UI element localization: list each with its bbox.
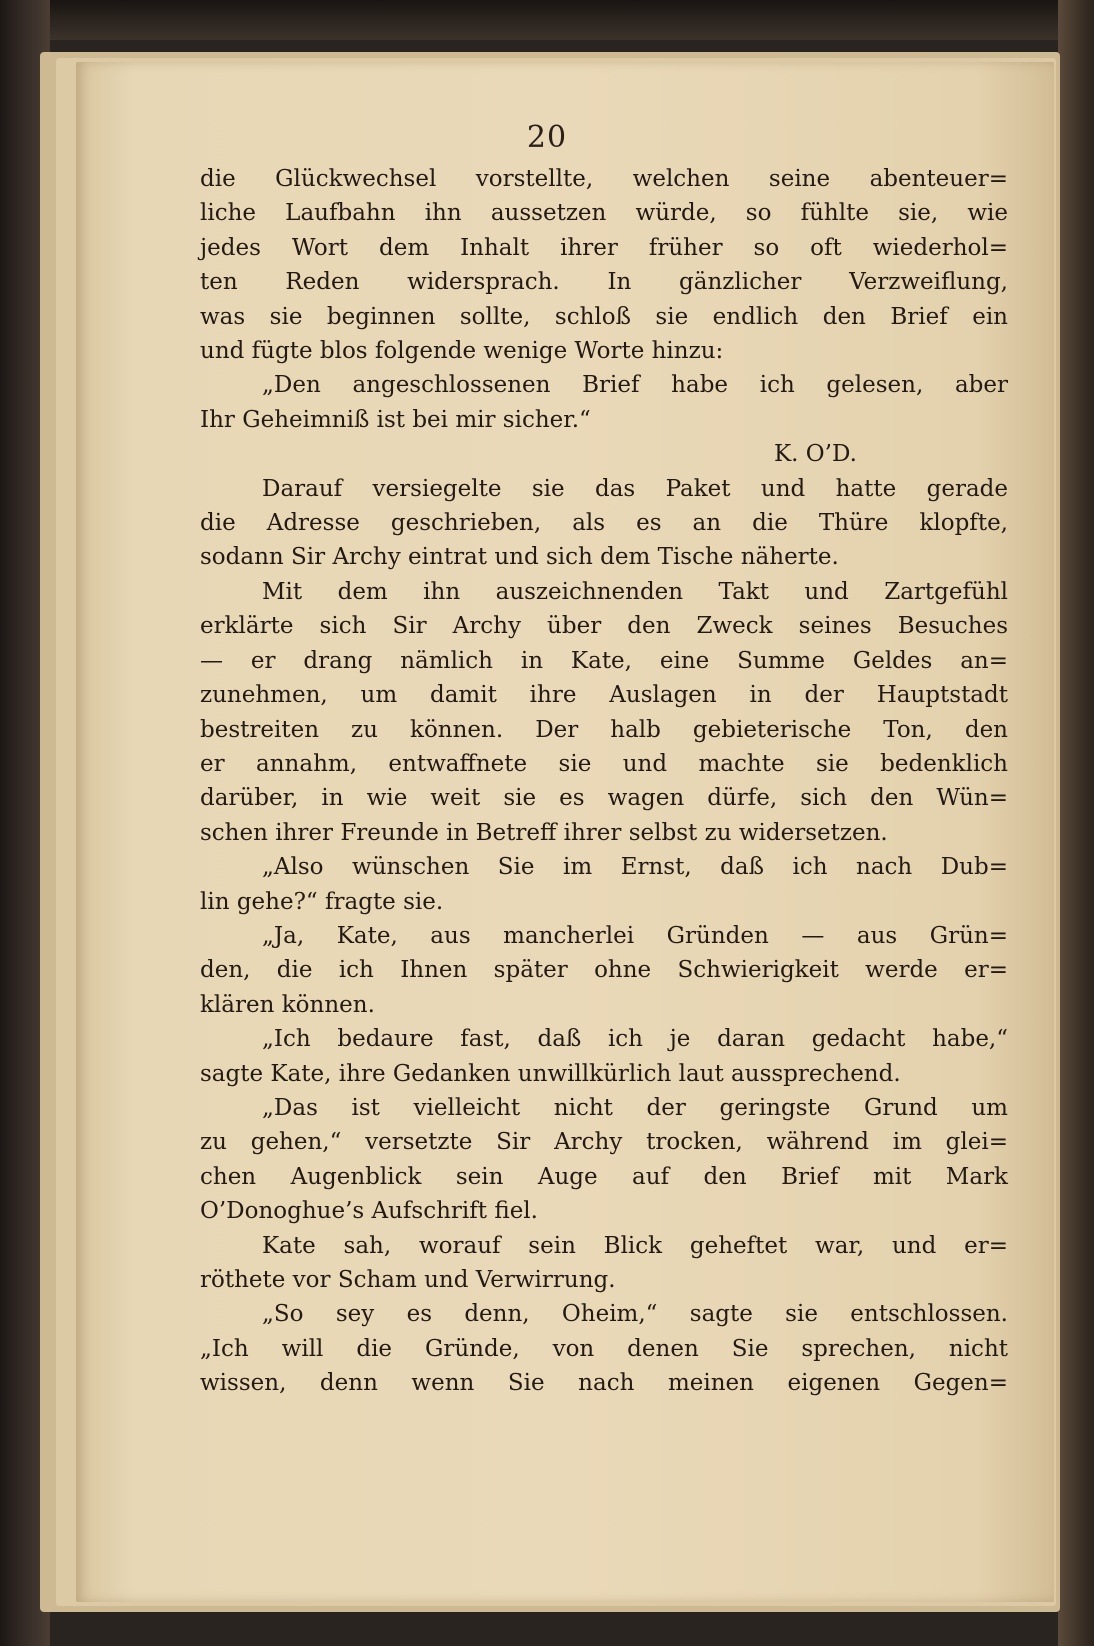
text-line: chen Augenblick sein Auge auf den Brief mit Mark	[200, 1163, 1008, 1190]
page-number: 20	[526, 120, 568, 155]
text-line: „Ich bedaure fast, daß ich je daran gedacht habe,“	[262, 1026, 1008, 1053]
text-line: zu gehen,“ versetzte Sir Archy trocken, während im glei=	[200, 1129, 1008, 1156]
text-line: Mit dem ihn auszeichnenden Takt und Zartgefühl	[262, 578, 1008, 605]
text-line: klären können.	[200, 991, 375, 1018]
text-line: lin gehe?“ fragte sie.	[200, 888, 444, 915]
text-line: und fügte blos folgende wenige Worte hinzu:	[200, 338, 724, 365]
text-line: jedes Wort dem Inhalt ihrer früher so oft wiederhol=	[200, 234, 1008, 261]
text-line: sodann Sir Archy eintrat und sich dem Tische näherte.	[200, 544, 839, 571]
text-line: Darauf versiegelte sie das Paket und hatte gerade	[262, 475, 1008, 502]
text-line: erklärte sich Sir Archy über den Zweck seines Besuches	[200, 613, 1008, 640]
text-line: wissen, denn wenn Sie nach meinen eigenen Gegen=	[200, 1370, 1008, 1397]
text-line: sagte Kate, ihre Gedanken unwillkürlich laut aussprechend.	[200, 1060, 901, 1087]
text-line: „Das ist vielleicht nicht der geringste Grund um	[262, 1094, 1008, 1121]
book-binding-right	[1058, 0, 1094, 1646]
body-text	[200, 162, 1008, 1401]
text-line: „Ich will die Gründe, von denen Sie sprechen, nicht	[200, 1335, 1008, 1362]
text-line: ten Reden widersprach. In gänzlicher Verzweiflung,	[200, 269, 1008, 296]
text-line: Kate sah, worauf sein Blick geheftet war, und er=	[262, 1232, 1008, 1259]
text-line: den, die ich Ihnen später ohne Schwierigkeit werde er=	[200, 957, 1008, 984]
text-line: „So sey es denn, Oheim,“ sagte sie entschlossen.	[262, 1301, 1008, 1328]
book-cover-top	[0, 0, 1094, 40]
text-line: — er drang nämlich in Kate, eine Summe Geldes an=	[200, 647, 1008, 674]
text-line: Ihr Geheimniß ist bei mir sicher.“	[200, 406, 591, 433]
text-line: liche Laufbahn ihn aussetzen würde, so fühlte sie, wie	[200, 200, 1008, 227]
text-line: er annahm, entwaffnete sie und machte sie bedenklich	[200, 750, 1008, 777]
text-line: darüber, in wie weit sie es wagen dürfe, sich den Wün=	[200, 785, 1008, 812]
text-line: die Glückwechsel vorstellte, welchen seine abenteuer=	[200, 166, 1008, 192]
text-line: „Ja, Kate, aus mancherlei Gründen — aus Grün=	[262, 922, 1008, 949]
text-line: bestreiten zu können. Der halb gebieterische Ton, den	[200, 716, 1008, 743]
text-line: schen ihrer Freunde in Betreff ihrer selbst zu widersetzen.	[200, 819, 888, 846]
text-line: „Den angeschlossenen Brief habe ich gelesen, aber	[262, 372, 1008, 399]
text-line: röthete vor Scham und Verwirrung.	[200, 1267, 616, 1293]
text-line: was sie beginnen sollte, schloß sie endlich den Brief ein	[200, 303, 1008, 330]
text-line: „Also wünschen Sie im Ernst, daß ich nach Dub=	[262, 854, 1008, 881]
signature-line: K. O’D.	[774, 441, 857, 468]
text-line: O’Donoghue’s Aufschrift fiel.	[200, 1198, 538, 1225]
text-line: zunehmen, um damit ihre Auslagen in der Hauptstadt	[200, 682, 1008, 709]
text-line: die Adresse geschrieben, als es an die Thüre klopfte,	[200, 510, 1008, 537]
